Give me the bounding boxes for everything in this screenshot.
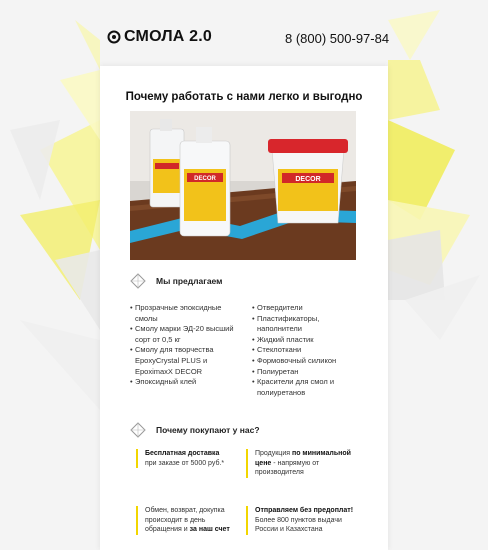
site-header <box>0 0 488 70</box>
offer-list-left <box>130 303 245 388</box>
list-item: • Красители для смол и полиуретанов <box>252 377 362 398</box>
feature-bold: Отправляем без предоплат! <box>255 507 354 514</box>
bottle-brand: DECOR <box>194 176 216 182</box>
why-title: Почему покупают у нас? <box>156 425 260 435</box>
logo[interactable] <box>107 28 212 46</box>
list-item: • Пластификаторы, наполнители <box>252 314 362 335</box>
feature-text: - напрямую от производителя <box>255 459 320 477</box>
product-photo <box>130 111 356 260</box>
logo-text: СМОЛА 2.0 <box>124 28 212 45</box>
feature-min-price <box>246 449 359 478</box>
feature-bold: за наш счет <box>189 526 230 534</box>
feature-text: при заказе от 5000 руб.* <box>145 459 225 467</box>
list-item: • Эпоксидный клей <box>130 377 245 388</box>
list-item: • Смолу для творчества EpoxyCrystal PLUS и EpoximaxX DECOR <box>130 345 245 377</box>
feature-text: Продукция <box>255 450 292 457</box>
feature-bold: Бесплатная доставка <box>145 450 220 457</box>
content-card <box>100 66 388 550</box>
list-item: • Формовочный силикон <box>252 356 362 367</box>
offer-list-right <box>252 303 362 398</box>
feature-bold: по минимальной цене <box>255 450 351 467</box>
list-item: • Отвердители <box>252 303 362 314</box>
phone-number[interactable]: 8 (800) 500-97-84 <box>285 31 390 46</box>
feature-no-prepayment <box>246 506 365 535</box>
offer-heading <box>130 273 222 289</box>
logo-icon <box>107 30 121 44</box>
offer-title: Мы предлагаем <box>156 276 223 286</box>
feature-free-delivery <box>136 449 243 468</box>
diamond-icon <box>130 422 146 438</box>
list-item: • Смолу марки ЭД-20 высший сорт от 0,5 кг <box>130 324 245 345</box>
list-item: • Жидкий пластик <box>252 335 362 346</box>
list-item: • Стеклоткани <box>252 345 362 356</box>
bucket-brand: DECOR <box>295 176 321 183</box>
list-item: • Прозрачные эпоксидные смолы <box>130 303 245 324</box>
why-heading <box>130 422 260 438</box>
feature-exchange-return <box>136 506 243 535</box>
list-item: • Полиуретан <box>252 367 362 378</box>
diamond-icon <box>130 273 146 289</box>
feature-text: Более 800 пунктов выдачи России и Казахстана <box>255 516 342 534</box>
page-title: Почему работать с нами легко и выгодно <box>125 91 363 103</box>
feature-text: Обмен, возврат, докупка происходит в день обращения и <box>145 507 225 534</box>
